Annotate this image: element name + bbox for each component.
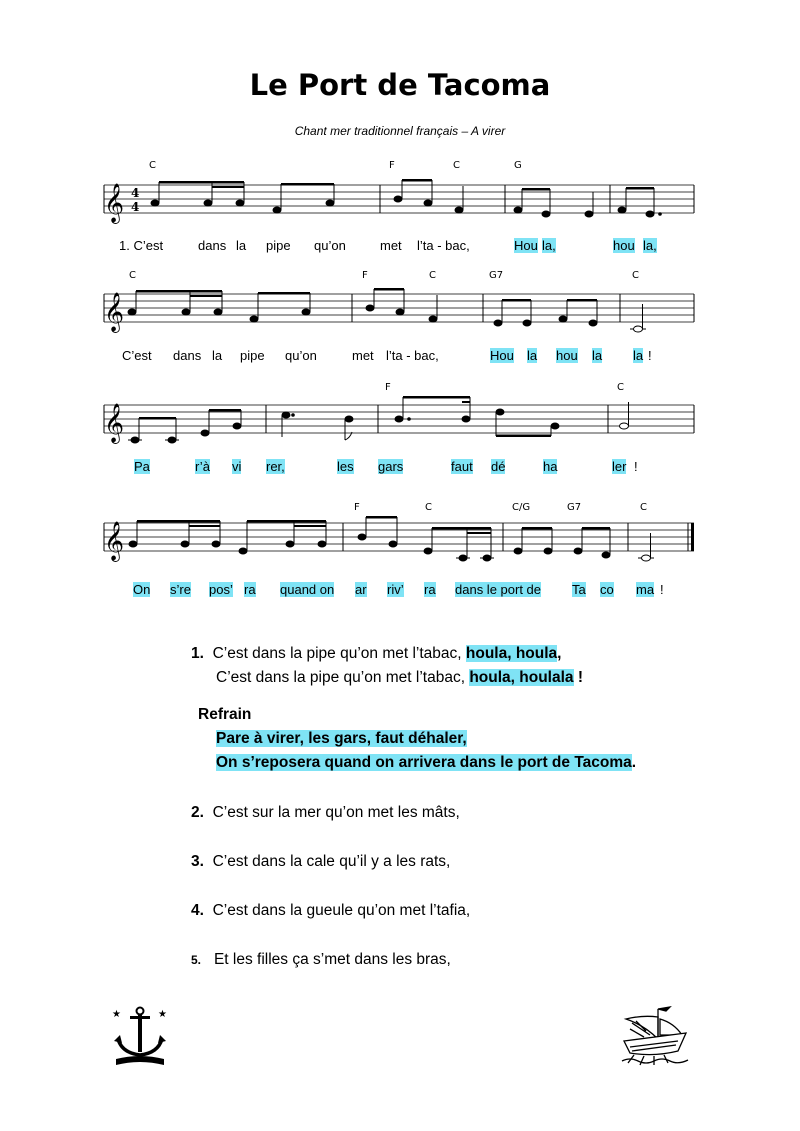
lyric-syllable: ma <box>636 582 655 597</box>
chord-symbol: C <box>640 502 647 513</box>
lyric-syllable: Hou <box>514 238 538 253</box>
chord-symbol: C/G <box>512 502 531 513</box>
verse-number: 1. <box>191 645 204 662</box>
lyric-syllable: gars <box>378 459 404 474</box>
verse-punct: , <box>557 645 562 662</box>
verse-number: 3. <box>191 853 204 870</box>
lyric-syllable: faut <box>451 459 473 474</box>
svg-text:★: ★ <box>158 1009 167 1020</box>
verse-highlight: houla, houlala <box>469 669 574 686</box>
verse-2 <box>191 804 460 822</box>
lyric-syllable: la <box>212 348 223 363</box>
lyric-syllable: qu’on <box>314 238 346 253</box>
chord-symbol: C <box>425 502 432 513</box>
lyric-syllable: Hou <box>490 348 514 363</box>
lyric-syllable: r’à <box>195 459 210 474</box>
lyric-syllable: dé <box>491 459 506 474</box>
refrain-line-2 <box>216 754 636 772</box>
verse-highlight: houla, houla <box>465 645 558 662</box>
verse-number: 4. <box>191 902 204 919</box>
chord-symbol: C <box>129 270 136 281</box>
lyric-syllable: rer, <box>266 459 285 474</box>
lyric-syllable: dans le port de <box>455 582 542 597</box>
ship-icon <box>620 1005 690 1067</box>
time-signature <box>131 186 139 214</box>
verse-punct: ! <box>573 669 583 686</box>
refrain-text: On s’reposera quand on arrivera dans le port de Tacoma <box>216 754 632 771</box>
lyric-syllable: ! <box>634 459 638 474</box>
lyric-syllable: la <box>592 348 603 363</box>
chord-symbol: G <box>514 160 522 171</box>
verse-text: Et les filles ça s’met dans les bras, <box>213 951 451 968</box>
lyric-syllable: Ta <box>572 582 586 597</box>
lyric-syllable: ar <box>355 582 367 597</box>
verse-text: C’est dans la cale qu’il y a les rats, <box>212 853 451 870</box>
verse-4 <box>191 902 470 920</box>
lyric-syllable: met <box>380 238 402 253</box>
lyric-syllable: C’est <box>122 348 152 363</box>
lyric-syllable: la <box>527 348 538 363</box>
svg-text:4: 4 <box>131 200 140 214</box>
lyric-syllable: riv’ <box>387 582 404 597</box>
lyric-syllable: les <box>337 459 354 474</box>
lyric-syllable: Pa <box>134 459 150 474</box>
lyric-syllable: pos’ <box>209 582 233 597</box>
lyric-syllable: ler <box>612 459 627 474</box>
lyric-syllable: pipe <box>266 238 291 253</box>
verse-text: C’est dans la gueule qu’on met l’tafia, <box>212 902 471 919</box>
chord-symbol: G7 <box>489 270 504 281</box>
chord-symbol: F <box>389 160 395 171</box>
lyric-syllable: quand on <box>280 582 335 597</box>
anchor-icon <box>108 1005 172 1069</box>
lyric-syllable: l’ta - bac, <box>417 238 470 253</box>
chord-symbol: C <box>453 160 460 171</box>
treble-clef-icon: 𝄞 <box>104 292 125 332</box>
page-title: Le Port de Tacoma <box>249 68 551 102</box>
lyric-syllable: s’re <box>170 582 191 597</box>
chord-symbol: C <box>632 270 639 281</box>
treble-clef-icon: 𝄞 <box>104 183 125 223</box>
lyric-syllable: ra <box>244 582 256 597</box>
lyric-syllable: On <box>133 582 151 597</box>
lyric-syllable: ha <box>543 459 558 474</box>
lyric-syllable: hou <box>613 238 635 253</box>
verse-1-line-2 <box>216 669 583 687</box>
verse-1-line-1 <box>191 645 561 663</box>
verse-number: 5. <box>191 953 202 967</box>
refrain-text: Pare à virer, les gars, faut déhaler, <box>216 730 467 747</box>
lyric-syllable: la <box>633 348 644 363</box>
refrain-label: Refrain <box>198 706 252 723</box>
verse-text: C’est dans la pipe qu’on met l’tabac, <box>212 645 466 662</box>
lyric-syllable: vi <box>232 459 242 474</box>
chord-symbol: F <box>385 382 391 393</box>
treble-clef-icon: 𝄞 <box>104 403 125 443</box>
lyric-syllable: l’ta - bac, <box>386 348 439 363</box>
lyric-syllable: co <box>600 582 614 597</box>
verse-punct: . <box>631 754 637 771</box>
lyric-syllable: la, <box>643 238 657 253</box>
lyric-syllable: dans <box>173 348 202 363</box>
lyric-syllable: ! <box>648 348 652 363</box>
treble-clef-icon: 𝄞 <box>104 521 125 561</box>
verse-number: 2. <box>191 804 204 821</box>
lyric-syllable: ! <box>660 582 664 597</box>
lyric-syllable: ra <box>424 582 436 597</box>
verse-5 <box>191 951 451 969</box>
verse-text: C’est dans la pipe qu’on met l’tabac, <box>216 669 470 686</box>
refrain-line-1 <box>216 730 467 748</box>
verse-3 <box>191 853 450 871</box>
chord-symbol: F <box>362 270 368 281</box>
lyric-syllable: pipe <box>240 348 265 363</box>
chord-symbol: C <box>429 270 436 281</box>
verse-text: C’est sur la mer qu’on met les mâts, <box>212 804 460 821</box>
chord-symbol: G7 <box>567 502 582 513</box>
lyric-syllable: met <box>352 348 374 363</box>
svg-text:★: ★ <box>112 1009 121 1020</box>
lyric-syllable: la <box>236 238 247 253</box>
lyric-syllable: hou <box>556 348 578 363</box>
chord-symbol: F <box>354 502 360 513</box>
page-subtitle: Chant mer traditionnel français – A virer <box>294 124 506 138</box>
svg-text:4: 4 <box>131 186 140 200</box>
lyric-syllable: la, <box>542 238 556 253</box>
lyric-syllable: 1. C’est <box>119 238 164 253</box>
chord-symbol: C <box>617 382 624 393</box>
lyric-syllable: qu’on <box>285 348 317 363</box>
chord-symbol: C <box>149 160 156 171</box>
lyric-syllable: dans <box>198 238 227 253</box>
